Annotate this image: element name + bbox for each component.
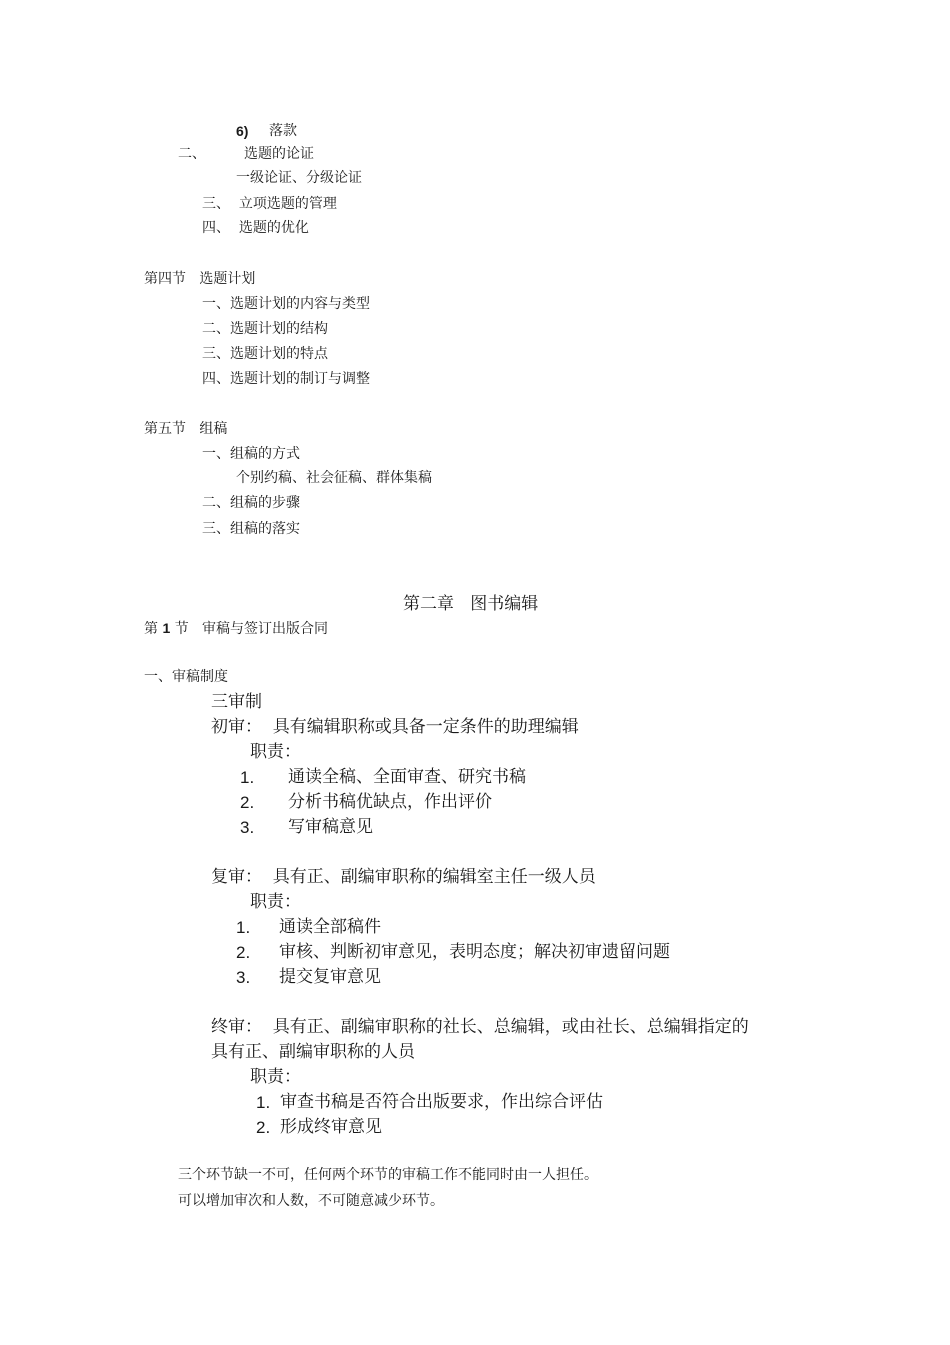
section-5-item-1-detail: 个别约稿、社会征稿、群体集稿 [236, 470, 432, 486]
section-5-item-3: 三、组稿的落实 [202, 521, 300, 537]
section-5-item-1: 一、组稿的方式 [202, 446, 300, 462]
section-4-item: 一、选题计划的内容与类型 [202, 296, 370, 312]
second-review-item-number: 3. [236, 968, 251, 987]
three-review-title: 三审制 [211, 692, 262, 712]
first-review-item-text: 通读全稿、全面审查、研究书稿 [288, 767, 526, 787]
chapter-title: 第二章 图书编辑 [403, 594, 539, 614]
note-line-2: 可以增加审次和人数，不可随意减少环节。 [178, 1193, 444, 1209]
final-review-item-text: 形成终审意见 [280, 1117, 382, 1137]
section-4-item: 三、选题计划的特点 [202, 346, 328, 362]
section-4-item: 四、选题计划的制订与调整 [202, 371, 370, 387]
second-review-item-text: 通读全部稿件 [279, 917, 381, 937]
second-review-item-number: 2. [236, 943, 251, 962]
first-review-item-number: 3. [240, 818, 255, 837]
chapter-2-section-1-heading [144, 621, 328, 636]
second-review-duty-label: 职责： [250, 892, 301, 912]
first-review-item-number: 2. [240, 793, 255, 812]
subsection-3-title: 三、 立项选题的管理 [202, 196, 337, 212]
section-4-heading: 第四节 选题计划 [144, 271, 256, 287]
section-5-item-2: 二、组稿的步骤 [202, 495, 300, 511]
section-5-heading: 第五节 组稿 [144, 421, 228, 437]
item-6-number: 6) [236, 123, 249, 139]
section-number: 1 [162, 620, 171, 636]
final-review-duty-label: 职责： [250, 1067, 301, 1087]
final-review-label-line-1: 终审： 具有正、副编审职称的社长、总编辑，或由社长、总编辑指定的 [211, 1017, 749, 1037]
first-review-label: 初审： 具有编辑职称或具备一定条件的助理编辑 [211, 717, 579, 737]
final-review-item-text: 审查书稿是否符合出版要求，作出综合评估 [280, 1092, 603, 1112]
final-review-item-number: 2. [256, 1118, 271, 1137]
second-review-item-text: 提交复审意见 [279, 967, 381, 987]
final-review-item-number: 1. [256, 1093, 271, 1112]
final-review-label-line-2: 具有正、副编审职称的人员 [211, 1042, 415, 1062]
first-review-item-text: 分析书稿优缺点，作出评价 [288, 792, 492, 812]
first-review-item-text: 写审稿意见 [288, 817, 373, 837]
note-line-1: 三个环节缺一不可，任何两个环节的审稿工作不能同时由一人担任。 [178, 1167, 598, 1183]
section-4-item: 二、选题计划的结构 [202, 321, 328, 337]
subsection-2-title: 选题的论证 [244, 146, 314, 162]
section-suffix: 节 审稿与签订出版合同 [174, 621, 329, 637]
subsection-2-detail: 一级论证、分级论证 [236, 170, 362, 186]
second-review-item-number: 1. [236, 918, 251, 937]
section-prefix: 第 [144, 621, 158, 637]
subsection-2-number: 二、 [178, 146, 206, 162]
second-review-item-text: 审核、判断初审意见，表明态度；解决初审遗留问题 [279, 942, 670, 962]
item-6-text: 落款 [269, 123, 297, 139]
subsection-4-title: 四、 选题的优化 [202, 220, 309, 236]
second-review-label: 复审： 具有正、副编审职称的编辑室主任一级人员 [211, 867, 596, 887]
first-review-item-number: 1. [240, 768, 255, 787]
first-review-duty-label: 职责： [250, 742, 301, 762]
review-system-heading: 一、审稿制度 [144, 669, 228, 685]
